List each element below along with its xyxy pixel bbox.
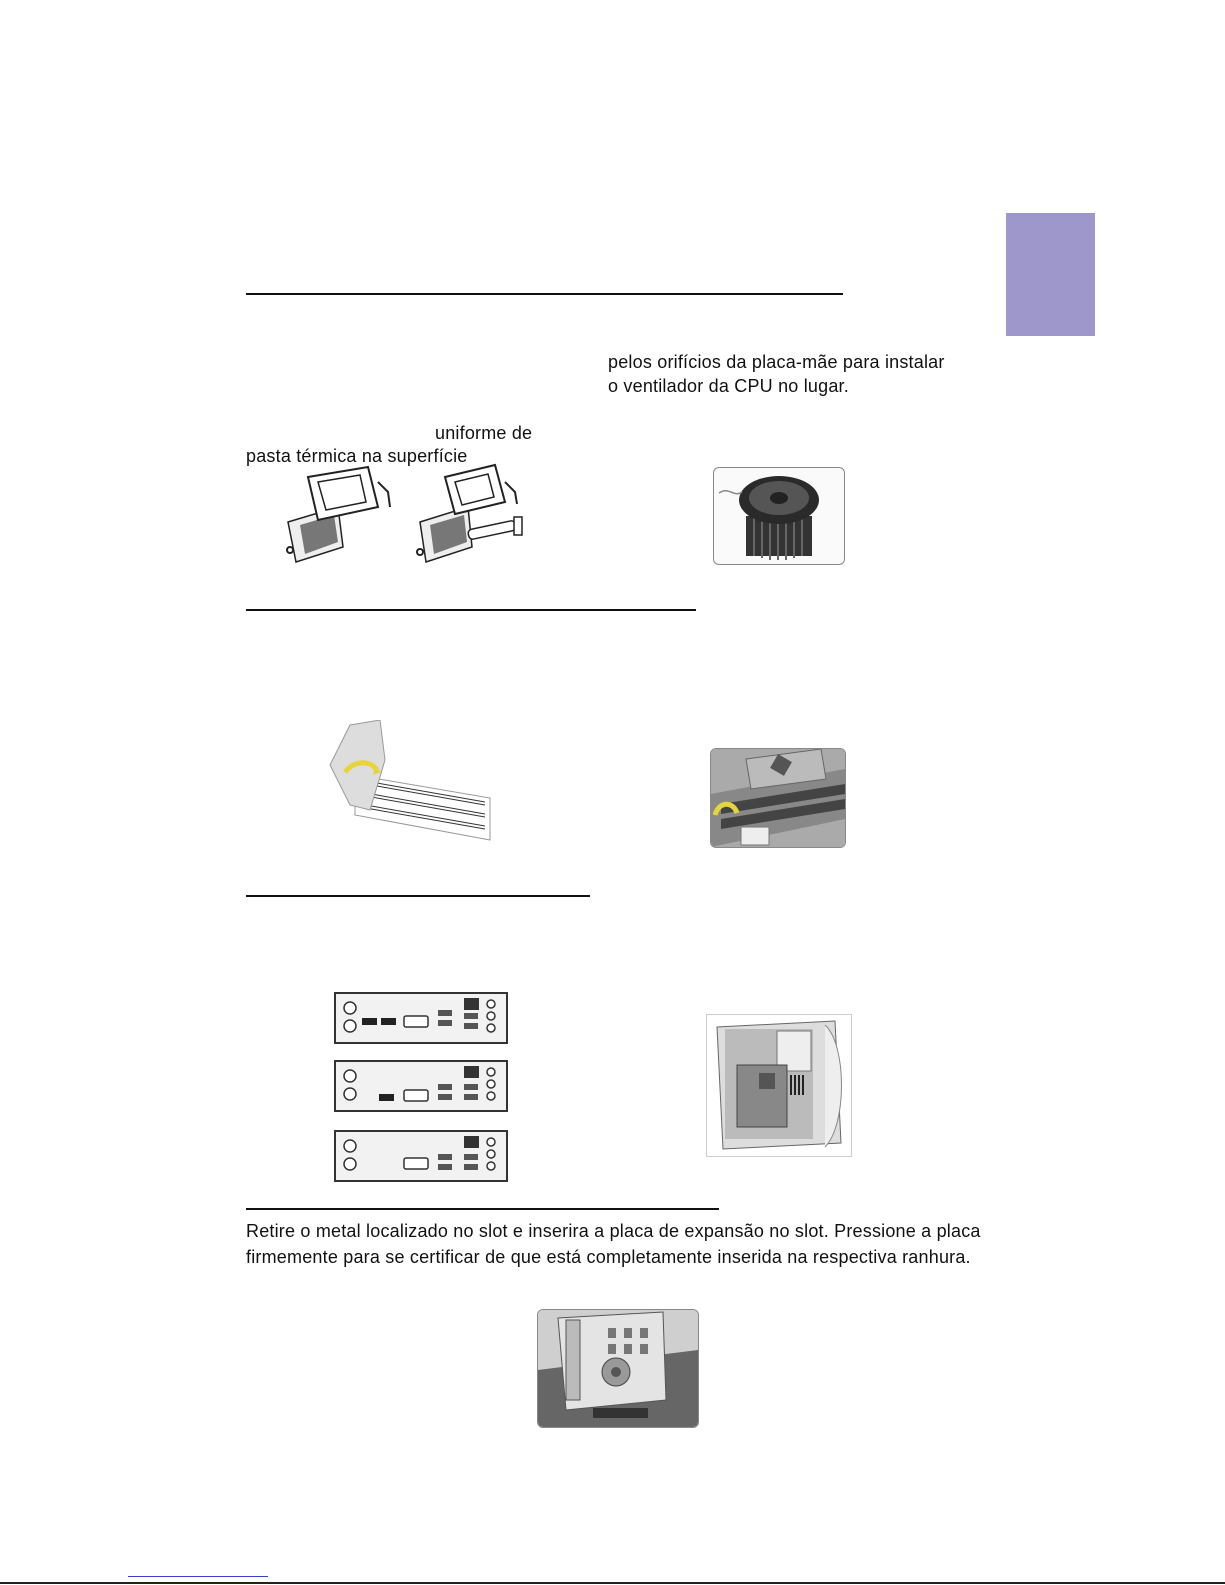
memory-insert-icon [710, 748, 846, 848]
footer-link-underline [128, 1576, 268, 1577]
section-rule-io [246, 895, 590, 897]
paste-text-line-2: pasta térmica na superfície [246, 446, 468, 466]
cpu-socket-open-icon [278, 462, 398, 572]
io-shield-icon [334, 992, 508, 1044]
section-rule-memory [246, 609, 696, 611]
expansion-text-line-1: Retire o metal localizado no slot e inserira a placa de expansão no slot. Pressione a placa [246, 1221, 981, 1241]
dimm-slot-icon [325, 720, 495, 848]
cpu-fan-icon [713, 467, 845, 565]
io-shield-icon [334, 1130, 508, 1182]
pc-case-icon [706, 1014, 852, 1157]
expansion-text-line-2: firmemente para se certificar de que está completamente inserida na respectiva ranhura. [246, 1247, 971, 1267]
paste-text-line-1: uniforme de [435, 423, 533, 443]
chapter-side-tab [1006, 213, 1095, 336]
cooler-text-line-2: o ventilador da CPU no lugar. [608, 376, 849, 396]
thermal-paste-icon [410, 462, 540, 572]
section-rule-cpu [246, 293, 843, 295]
cooler-text-line-1: pelos orifícios da placa-mãe para instalar [608, 352, 945, 372]
io-shield-icon [334, 1060, 508, 1112]
footer-rule [0, 1582, 1225, 1584]
expansion-card-icon [537, 1309, 699, 1428]
section-rule-expansion [246, 1208, 719, 1210]
